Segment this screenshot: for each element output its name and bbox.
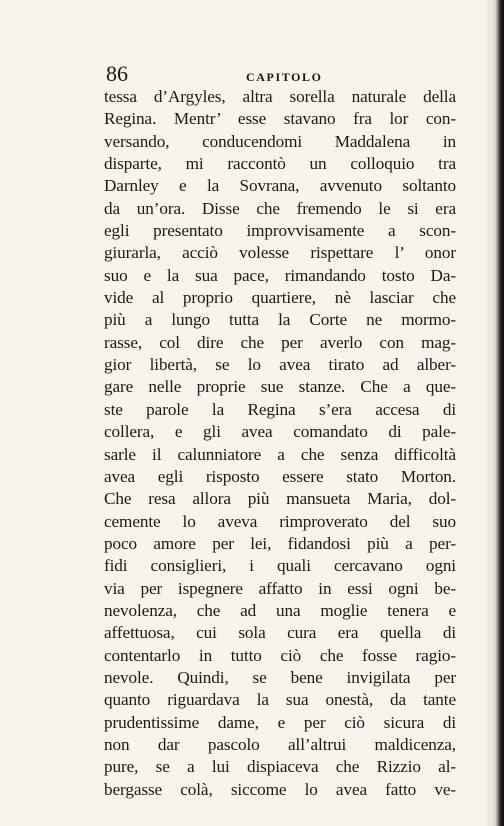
text-line: via per ispegnere affatto in essi ogni be-	[104, 578, 456, 598]
text-line: prudentissime dame, e per ciò sicura di	[104, 712, 456, 732]
page-number: 86	[106, 61, 128, 86]
text-line: nevole. Quindi, se bene invigilata per	[104, 667, 456, 687]
text-line: suo e la sua pace, rimandando tosto Da-	[104, 265, 456, 285]
text-line: avea egli risposto essere stato Morton.	[104, 466, 456, 486]
text-line: più a lungo tutta la Corte ne mormo-	[104, 310, 456, 330]
text-line: giurarla, acciò volesse rispettare l’ onor	[104, 243, 456, 263]
page-text	[104, 86, 456, 801]
text-line: gare nelle proprie sue stanze. Che a que-	[104, 377, 456, 397]
text-line: bergasse colà, siccome lo avea fatto ve-	[104, 779, 456, 799]
text-line: collera, e gli avea comandato di pale-	[104, 422, 456, 442]
text-line: Darnley e la Sovrana, avvenuto soltanto	[104, 176, 456, 196]
text-line: vide al proprio quartiere, nè lasciar che	[104, 288, 456, 308]
text-line: nevolenza, che ad una moglie tenera e	[104, 600, 456, 620]
text-line: affettuosa, cui sola cura era quella di	[104, 623, 456, 643]
text-line: non dar pascolo all’altrui maldicenza,	[104, 734, 456, 754]
text-line: fidi consiglieri, i quali cercavano ogni	[104, 556, 456, 576]
text-line: contentarlo in tutto ciò che fosse ragio-	[104, 645, 456, 665]
text-line: gior libertà, se lo avea tirato ad alber-	[104, 355, 456, 375]
page-header	[106, 60, 456, 88]
text-line: disparte, mi raccontò un colloquio tra	[104, 154, 456, 174]
text-line: versando, conducendomi Maddalena in	[104, 131, 456, 151]
page-edge	[490, 0, 504, 826]
text-line: quanto riguardava la sua onestà, da tante	[104, 690, 456, 710]
text-line: pure, se a lui dispiaceva che Rizzio al-	[104, 757, 456, 777]
text-line: cemente lo aveva rimproverato del suo	[104, 511, 456, 531]
text-line: Regina. Mentr’ esse stavano fra lor con-	[104, 109, 456, 129]
text-line: tessa d’Argyles, altra sorella naturale della	[104, 87, 456, 106]
text-line: poco amore per lei, fidandosi più a per-	[104, 533, 456, 553]
text-line: rasse, col dire che per averlo con mag-	[104, 332, 456, 352]
text-line: ste parole la Regina s’era accesa di	[104, 399, 456, 419]
text-line: da un’ora. Disse che fremendo le si era	[104, 198, 456, 218]
running-head: CAPITOLO	[246, 70, 323, 84]
text-line: Che resa allora più mansueta Maria, dol-	[104, 489, 456, 509]
text-line: sarle il calunniatore a che senza difficoltà	[104, 444, 456, 464]
text-line: egli presentato improvvisamente a scon-	[104, 221, 456, 241]
